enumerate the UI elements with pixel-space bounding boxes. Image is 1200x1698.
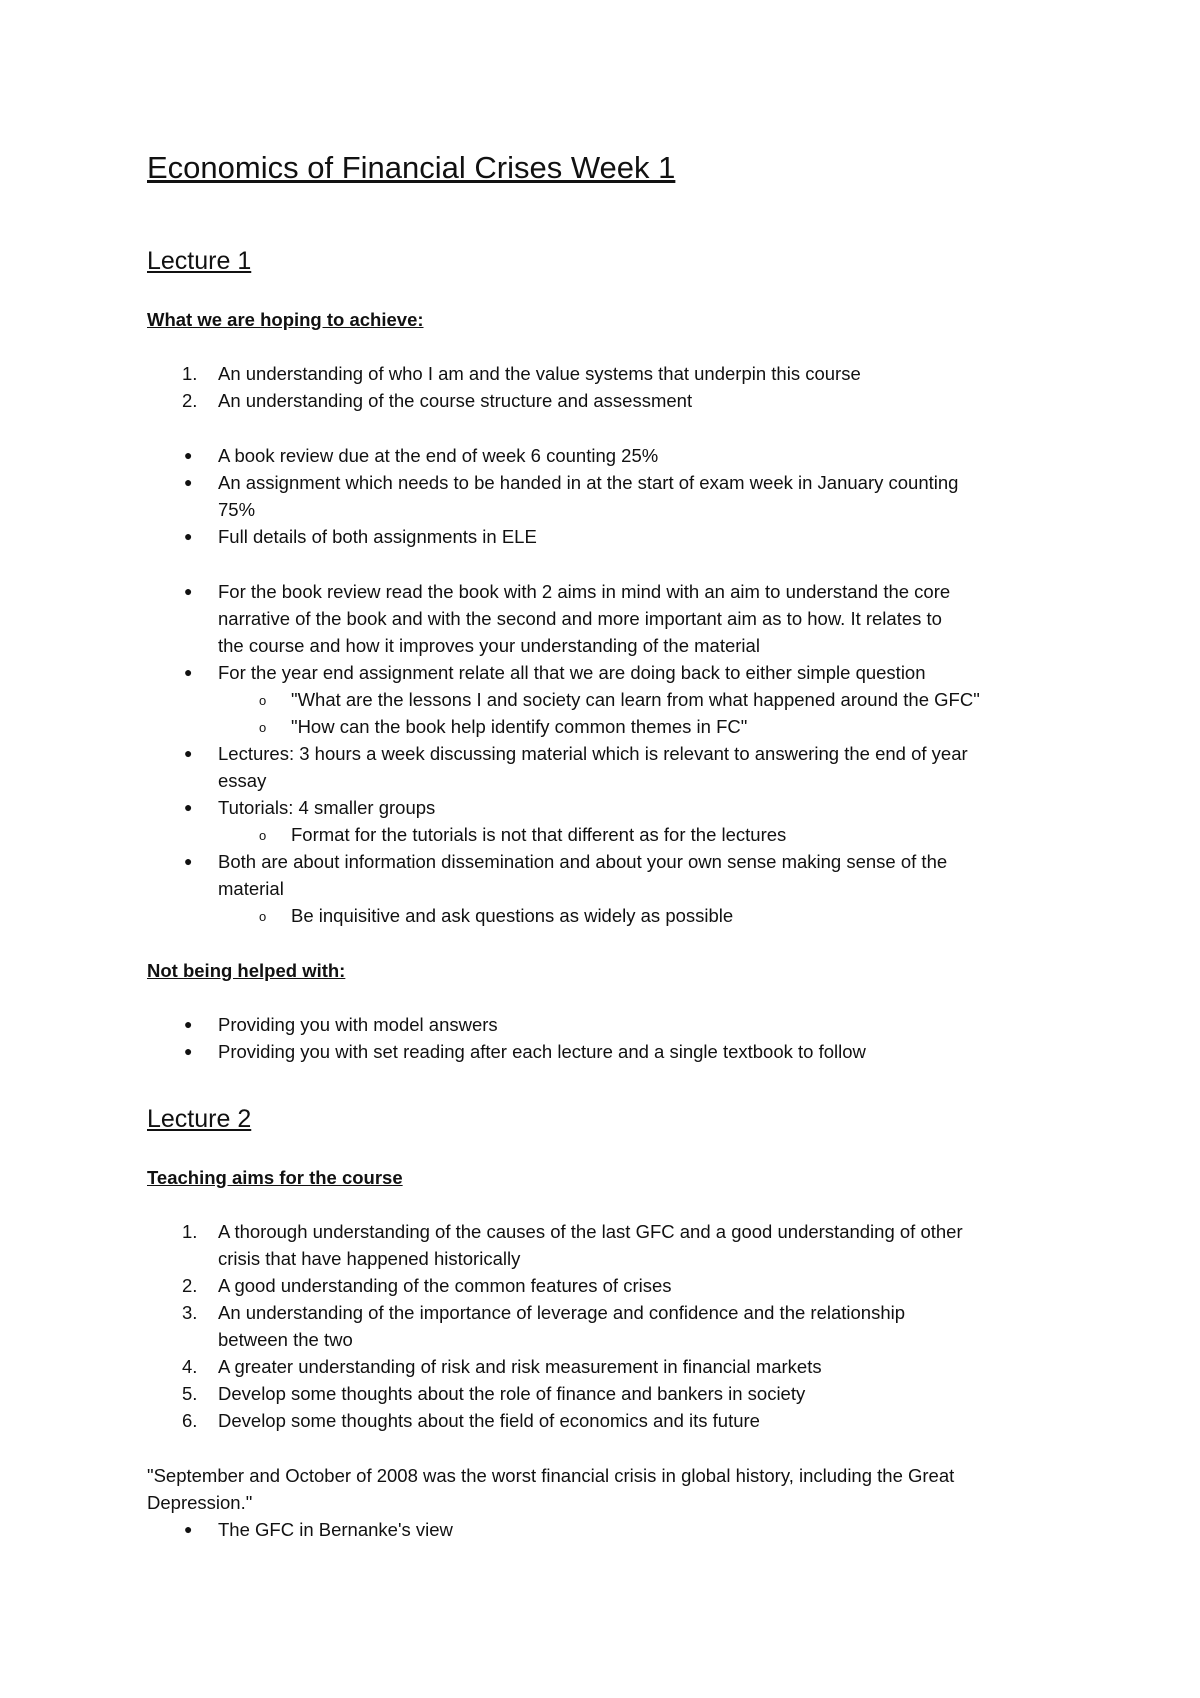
list-number: 3. <box>182 1302 198 1323</box>
bullet-icon: ● <box>184 853 193 869</box>
list-item: A greater understanding of risk and risk measurement in financial markets <box>218 1356 822 1377</box>
list-item: A good understanding of the common features of crises <box>218 1275 672 1296</box>
bullet-icon: ● <box>184 664 193 680</box>
quote-text-continuation: Depression." <box>147 1492 253 1513</box>
list-item: An understanding of the course structure and assessment <box>218 390 693 411</box>
list-item-continuation: the course and how it improves your understanding of the material <box>218 635 760 656</box>
list-number: 2. <box>182 1275 198 1296</box>
list-item-continuation: narrative of the book and with the second and more important aim as to how. It relates to <box>218 608 942 629</box>
bullet-icon: ● <box>184 447 193 463</box>
subbullet-icon: o <box>259 693 267 708</box>
sub-list-item: Format for the tutorials is not that different as for the lectures <box>291 824 787 845</box>
list-item: Tutorials: 4 smaller groups <box>218 797 436 818</box>
list-number: 1. <box>182 363 198 384</box>
subbullet-icon: o <box>259 720 267 735</box>
list-item: An understanding of the importance of leverage and confidence and the relationship <box>218 1302 906 1323</box>
list-number: 6. <box>182 1410 198 1431</box>
list-item: Providing you with set reading after each lecture and a single textbook to follow <box>218 1041 866 1062</box>
list-item: Lectures: 3 hours a week discussing material which is relevant to answering the end of year <box>218 743 968 764</box>
list-number: 1. <box>182 1221 198 1242</box>
sub-list-item: "What are the lessons I and society can learn from what happened around the GFC" <box>291 689 980 710</box>
subbullet-icon: o <box>259 828 267 843</box>
bullet-icon: ● <box>184 1043 193 1059</box>
document-title: Economics of Financial Crises Week 1 <box>147 150 676 185</box>
list-item: Develop some thoughts about the field of economics and its future <box>218 1410 760 1431</box>
bullet-icon: ● <box>184 1016 193 1032</box>
lecture2-aims-heading: Teaching aims for the course <box>147 1167 403 1188</box>
list-item: A book review due at the end of week 6 counting 25% <box>218 445 659 466</box>
list-number: 5. <box>182 1383 198 1404</box>
lecture1-heading: Lecture 1 <box>147 247 252 275</box>
quote-text: "September and October of 2008 was the worst financial crisis in global history, including the Great <box>147 1465 955 1486</box>
sub-list-item: Be inquisitive and ask questions as widely as possible <box>291 905 734 926</box>
list-item: Both are about information dissemination and about your own sense making sense of the <box>218 851 948 872</box>
list-item-continuation: material <box>218 878 284 899</box>
not-helped-heading: Not being helped with: <box>147 960 346 981</box>
list-item: A thorough understanding of the causes of the last GFC and a good understanding of other <box>218 1221 963 1242</box>
list-item: For the book review read the book with 2 aims in mind with an aim to understand the core <box>218 581 951 602</box>
lecture1-aims-heading: What we are hoping to achieve: <box>147 309 424 330</box>
list-item: Full details of both assignments in ELE <box>218 526 537 547</box>
bullet-icon: ● <box>184 799 193 815</box>
list-number: 4. <box>182 1356 198 1377</box>
bullet-icon: ● <box>184 1521 193 1537</box>
list-number: 2. <box>182 390 198 411</box>
list-item: The GFC in Bernanke's view <box>218 1519 453 1540</box>
list-item: For the year end assignment relate all that we are doing back to either simple question <box>218 662 926 683</box>
list-item-continuation: essay <box>218 770 267 791</box>
bullet-icon: ● <box>184 583 193 599</box>
subbullet-icon: o <box>259 909 267 924</box>
list-item-continuation: crisis that have happened historically <box>218 1248 521 1269</box>
list-item: An understanding of who I am and the value systems that underpin this course <box>218 363 861 384</box>
list-item: Providing you with model answers <box>218 1014 498 1035</box>
list-item-continuation: between the two <box>218 1329 353 1350</box>
sub-list-item: "How can the book help identify common themes in FC" <box>291 716 748 737</box>
bullet-icon: ● <box>184 474 193 490</box>
list-item: Develop some thoughts about the role of finance and bankers in society <box>218 1383 806 1404</box>
bullet-icon: ● <box>184 745 193 761</box>
lecture2-heading: Lecture 2 <box>147 1105 252 1133</box>
list-item: An assignment which needs to be handed in at the start of exam week in January counting <box>218 472 959 493</box>
bullet-icon: ● <box>184 528 193 544</box>
list-item-continuation: 75% <box>218 499 256 520</box>
